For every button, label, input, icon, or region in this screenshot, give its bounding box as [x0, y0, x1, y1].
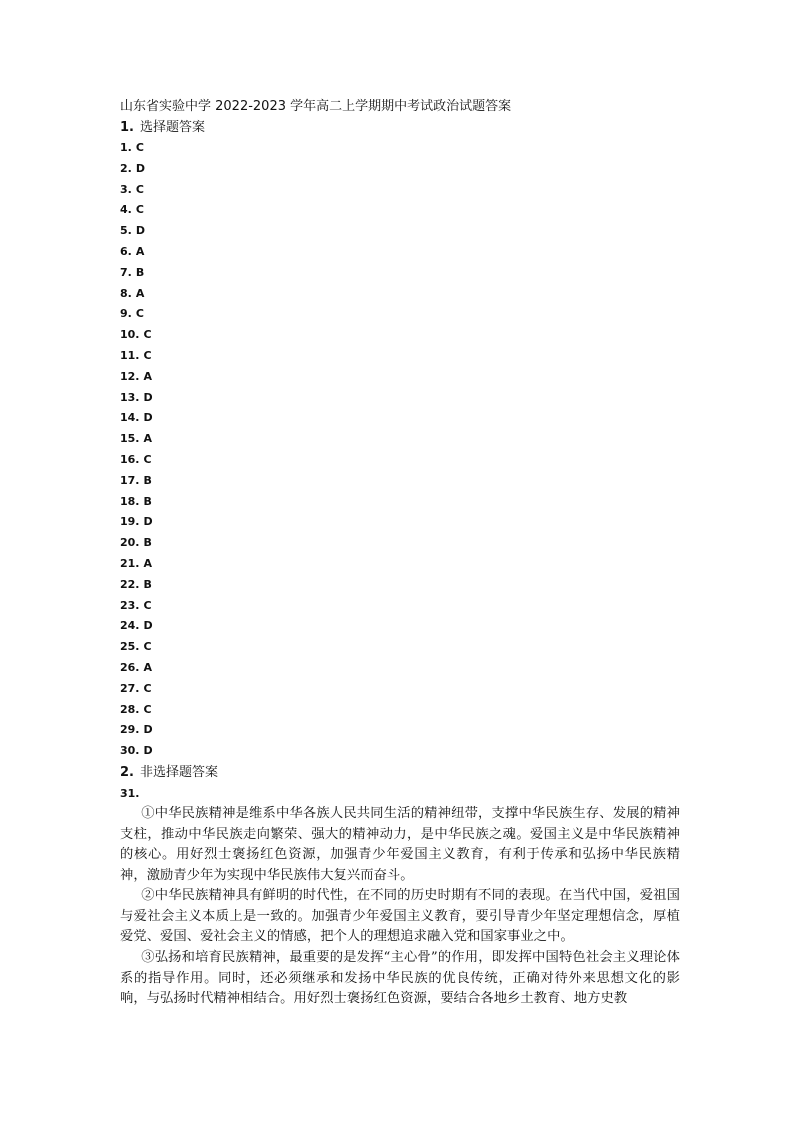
answer-choice: C	[143, 328, 152, 342]
answer-row	[120, 720, 680, 741]
answer-question-number: 7.	[120, 265, 132, 279]
answer-question-number: 24.	[120, 619, 140, 633]
answer-choice: C	[143, 702, 152, 716]
answer-question-number: 16.	[120, 452, 140, 466]
answer-choice: D	[135, 161, 145, 175]
answer-question-number: 23.	[120, 598, 140, 612]
answer-choice: A	[135, 244, 145, 258]
answer-question-number: 26.	[120, 660, 140, 674]
answer-row	[120, 346, 680, 367]
answer-row	[120, 658, 680, 679]
answer-question-number: 20.	[120, 536, 140, 550]
answer-row	[120, 408, 680, 429]
answer-row	[120, 471, 680, 492]
answer-row	[120, 180, 680, 201]
answer-choice: C	[135, 182, 144, 196]
answer-question-number: 30.	[120, 744, 140, 758]
answer-choice: C	[135, 141, 144, 154]
answer-choice: C	[143, 452, 152, 466]
document-title: 山东省实验中学 2022-2023 学年高二上学期期中考试政治试题答案	[120, 99, 512, 114]
answer-row	[120, 741, 680, 762]
answer-question-number: 29.	[120, 723, 140, 737]
answer-row	[120, 200, 680, 221]
section-open-number: 2.	[120, 764, 134, 780]
answer-row	[120, 450, 680, 471]
answer-row	[120, 616, 680, 637]
choice-answer-list	[120, 138, 680, 762]
answer-question-number: 17.	[120, 473, 140, 487]
answer-choice: B	[143, 473, 152, 487]
answer-choice: D	[143, 411, 153, 425]
answer-question-number: 27.	[120, 681, 140, 695]
question-31-number: 31.	[120, 786, 140, 800]
answer-choice: A	[143, 660, 153, 674]
answer-question-number: 15.	[120, 432, 140, 446]
section-choice-number: 1.	[120, 120, 134, 135]
answer-question-number: 21.	[120, 556, 140, 570]
answer-choice: D	[143, 390, 153, 404]
answer-choice: B	[143, 536, 152, 550]
answer-row	[120, 138, 680, 159]
answer-question-number: 13.	[120, 390, 140, 404]
answer-question-number: 11.	[120, 348, 140, 362]
answer-choice: D	[135, 224, 145, 238]
answer-question-number: 28.	[120, 702, 140, 716]
answer-row	[120, 367, 680, 388]
answer-choice: C	[135, 307, 144, 321]
answer-question-number: 8.	[120, 286, 132, 300]
answer-question-number: 14.	[120, 411, 140, 425]
answer-row	[120, 221, 680, 242]
answer-row	[120, 596, 680, 617]
answer-question-number: 5.	[120, 224, 132, 238]
answer-row	[120, 263, 680, 284]
answer-row	[120, 679, 680, 700]
answer-choice: D	[143, 515, 153, 529]
answer-choice: C	[143, 348, 152, 362]
answer-choice: C	[135, 203, 144, 217]
answer-question-number: 25.	[120, 640, 140, 654]
answer-choice: C	[143, 640, 152, 654]
answer-question-number: 6.	[120, 244, 132, 258]
answer-row	[120, 159, 680, 180]
answer-choice: A	[143, 369, 153, 383]
answer-question-number: 19.	[120, 515, 140, 529]
answer-question-number: 1.	[120, 141, 132, 154]
answer-question-number: 9.	[120, 307, 132, 321]
answer-question-number: 3.	[120, 182, 132, 196]
answer-choice: A	[135, 286, 145, 300]
answer-question-number: 4.	[120, 203, 132, 217]
answer-row	[120, 388, 680, 409]
answer-choice: C	[143, 681, 152, 695]
answer-choice: C	[143, 598, 152, 612]
section-open-heading	[120, 762, 680, 783]
answer-row	[120, 284, 680, 305]
answer-question-number: 18.	[120, 494, 140, 508]
answer-choice: A	[143, 432, 153, 446]
answer-row	[120, 325, 680, 346]
section-choice-heading	[120, 117, 680, 138]
answer-question-number: 22.	[120, 577, 140, 591]
answer-row	[120, 554, 680, 575]
answer-choice: B	[143, 577, 152, 591]
answer-question-number: 12.	[120, 369, 140, 383]
answer-choice: D	[143, 744, 153, 758]
answer-row	[120, 637, 680, 658]
answer-row	[120, 575, 680, 596]
answer-question-number: 10.	[120, 328, 140, 342]
question-31-paragraph-2: ②中华民族精神具有鲜明的时代性，在不同的历史时期有不同的表现。在当代中国，爱祖国与爱社会主义本质上是一致的。加强青少年爱国主义教育，要引导青少年坚定理想信念，厚植爱党、爱国、爱社会主义的情感，把个人的理想追求融入党和国家事业之中。	[120, 888, 680, 945]
question-31-paragraph-3: ③弘扬和培育民族精神，最重要的是发挥“主心骨”的作用，即发挥中国特色社会主义理论体系的指导作用。同时，还必须继承和发扬中华民族的优良传统，正确对待外来思想文化的影响，与弘扬时代精神相结合。用好烈士褒扬红色资源，要结合各地乡土教育、地方史教	[120, 950, 680, 1007]
answer-row	[120, 512, 680, 533]
answer-row	[120, 492, 680, 513]
answer-choice: B	[143, 494, 152, 508]
section-open-label: 非选择题答案	[139, 764, 218, 780]
answer-choice: B	[135, 265, 145, 279]
answer-choice: A	[143, 556, 153, 570]
answer-choice: D	[143, 723, 153, 737]
section-choice-label: 选择题答案	[139, 120, 205, 135]
answer-row	[120, 533, 680, 554]
answer-document	[120, 96, 680, 1010]
answer-row	[120, 700, 680, 721]
answer-row	[120, 429, 680, 450]
answer-row	[120, 304, 680, 325]
answer-choice: D	[143, 619, 153, 633]
question-31-paragraph-1: ①中华民族精神是维系中华各族人民共同生活的精神纽带，支撑中华民族生存、发展的精神支柱，推动中华民族走向繁荣、强大的精神动力，是中华民族之魂。爱国主义是中华民族精神的核心。用好烈士褒扬红色资源，加强青少年爱国主义教育，有利于传承和弘扬中华民族精神，激励青少年为实现中华民族伟大复兴而奋斗。	[120, 805, 680, 883]
answer-question-number: 2.	[120, 161, 132, 175]
answer-row	[120, 242, 680, 263]
